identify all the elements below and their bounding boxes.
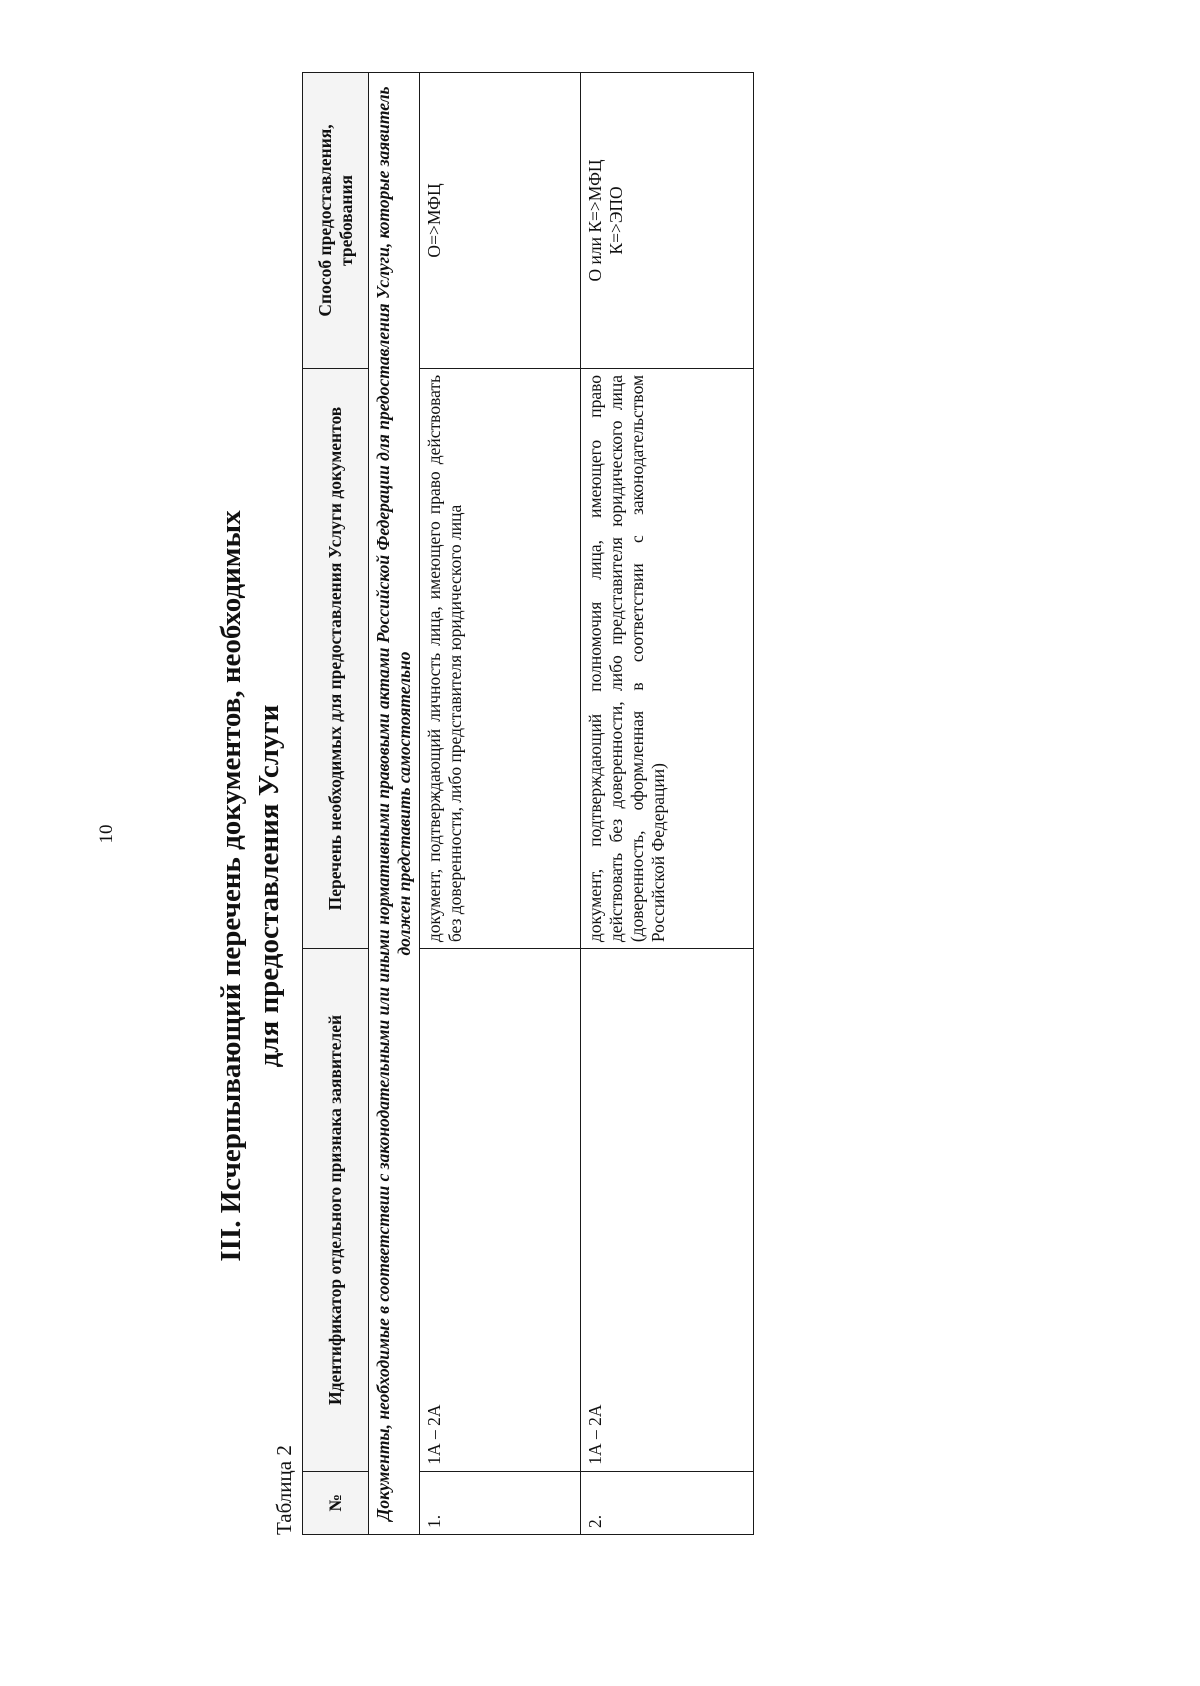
- table-section-row: [369, 73, 420, 1535]
- page-number: 10: [96, 824, 117, 844]
- row-number: 1.: [420, 1471, 581, 1534]
- header-identifier: Идентификатор отдельного признака заявителей: [303, 949, 369, 1472]
- row-identifier: 1А – 2А: [581, 949, 754, 1472]
- table-header-row: [303, 73, 369, 1535]
- row-number: 2.: [581, 1471, 754, 1534]
- row-method: [581, 73, 754, 369]
- table-label: Таблица 2: [272, 1445, 296, 1535]
- row-method-line-2: К=>ЭПО: [606, 186, 626, 255]
- row-document: документ, подтверждающий личность лица, имеющего право действовать без доверенности, либо представителя юридического лица: [420, 368, 581, 948]
- row-method-line-1: О или К=>МФЦ: [585, 159, 605, 282]
- table-row: [581, 73, 754, 1535]
- header-method: Способ предоставления, требования: [303, 73, 369, 369]
- heading-line-2: для предоставления Услуги: [253, 704, 285, 1068]
- header-documents: Перечень необходимых для предоставления Услуги документов: [303, 368, 369, 948]
- header-no: №: [303, 1471, 369, 1534]
- row-identifier: 1А – 2А: [420, 949, 581, 1472]
- table-row: [420, 73, 581, 1535]
- row-document: документ, подтверждающий полномочия лица, имеющего право действовать без доверенности, либо представителя юридического лица (доверенность, оформленная в соответствии с законодательством Российской Федерации): [581, 368, 754, 948]
- section-heading: [212, 246, 288, 1526]
- heading-line-1: III. Исчерпывающий перечень документов, необходимых: [215, 510, 247, 1262]
- documents-table: [302, 72, 754, 1535]
- section-title: Документы, необходимые в соответствии с законодательными или иными нормативными правовыми актами Российской Федерации для предоставления Услуги, которые заявитель должен представить самостоятельно: [369, 73, 420, 1535]
- row-method: О=>МФЦ: [420, 73, 581, 369]
